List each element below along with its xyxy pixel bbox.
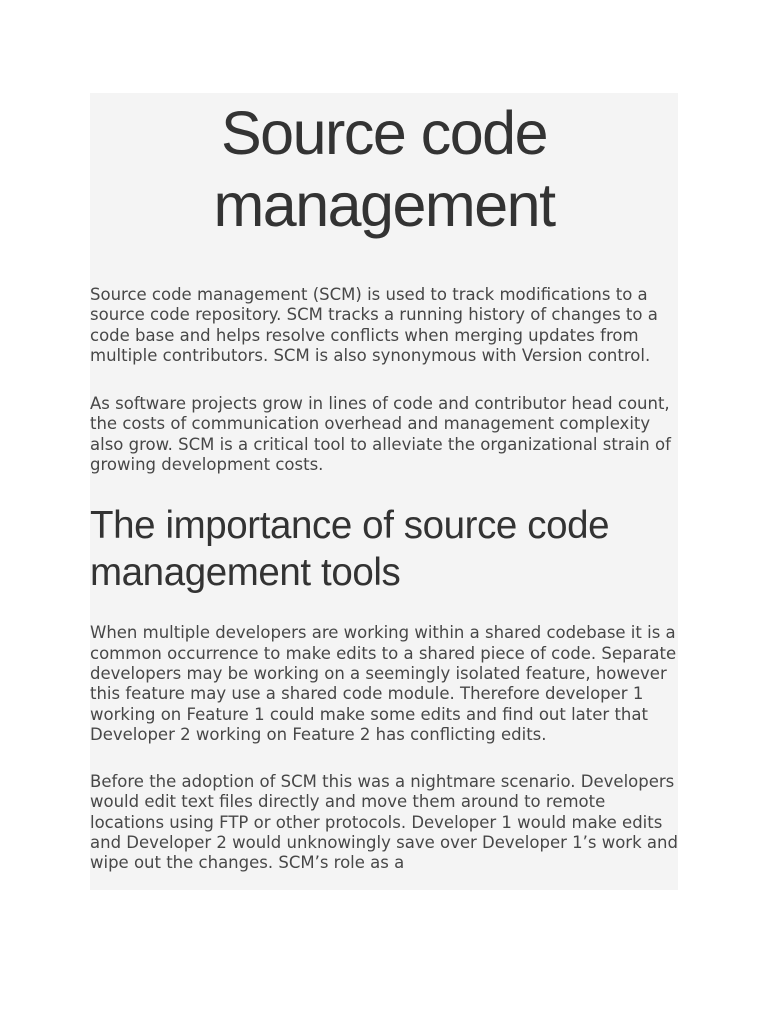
page-title-line-1: Source code <box>221 99 547 167</box>
page-title <box>90 93 678 241</box>
document-content <box>90 93 678 890</box>
page-title-line-2: management <box>213 171 555 239</box>
intro-paragraph: Source code management (SCM) is used to track modifications to a source code repository. SCM tracks a running history of changes to a code base and helps resolve conflicts when merging updates from multiple contributors. SCM is also synonymous with Version control. <box>90 285 658 365</box>
shared-codebase-paragraph: When multiple developers are working within a shared codebase it is a common occurrence to make edits to a shared piece of code. Separate developers may be working on a seemingly isolated feature, however this feature may use a shared code module. Therefore developer 1 working on Feature 1 could make some edits and find out later that Developer 2 working on Feature 2 has conflicting edits. <box>90 623 677 744</box>
growth-paragraph: As software projects grow in lines of code and contributor head count, the costs of communication overhead and management complexity also grow. SCM is a critical tool to alleviate the organizational strain of growing development costs. <box>90 394 671 475</box>
section-heading: The importance of source code management tools <box>90 504 610 595</box>
before-scm-paragraph: Before the adoption of SCM this was a nightmare scenario. Developers would edit text files directly and move them around to remote locations using FTP or other protocols. Developer 1 would make edits and Developer 2 would unknowingly save over Developer 1’s work and wipe out the changes. SCM’s role as a <box>90 772 678 873</box>
